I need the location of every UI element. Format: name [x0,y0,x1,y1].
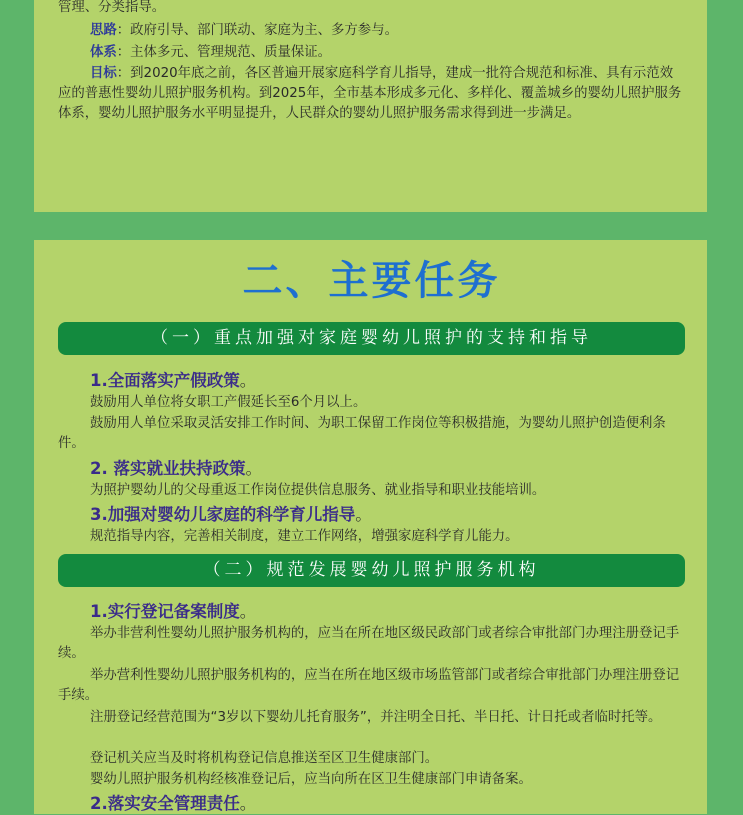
item-heading-registration: 1.实行登记备案制度。 [90,602,257,621]
subsection-band-2: （二）规范发展婴幼儿照护服务机构 [58,554,685,587]
item-paragraph: 注册登记经营范围为“3岁以下婴幼儿托育服务”，并注明全日托、半日托、计日托或者临时托等。 [90,710,662,725]
item-paragraph: 为照护婴幼儿的父母重返工作岗位提供信息服务、就业指导和职业技能培训。 [90,483,546,498]
subsection-band-1: （一）重点加强对家庭婴幼儿照护的支持和指导 [58,322,685,355]
item-paragraph: 婴幼儿照护服务机构经核准登记后，应当向所在区卫生健康部门申请备案。 [90,772,532,787]
goal-label: 目标 [90,66,117,81]
intro-line: 管理、分类指导。 [58,0,166,15]
item-heading-employment: 2. 落实就业扶持政策。 [90,459,262,478]
item-heading-maternity-leave: 1.全面落实产假政策。 [90,371,257,390]
approach-label: 思路 [90,23,117,38]
item-heading-parenting-guidance: 3.加强对婴幼儿家庭的科学育儿指导。 [90,505,372,524]
item-paragraph: 举办非营利性婴幼儿照护服务机构的，应当在所在地区级民政部门或者综合审批部门办理注册登记手续。 [58,626,680,661]
item-paragraph: 鼓励用人单位将女职工产假延长至6个月以上。 [90,395,367,410]
approach-paragraph: 思路：政府引导、部门联动、家庭为主、多方参与。 [90,23,398,38]
goal-paragraph: 目标：到2020年底之前，各区普遍开展家庭科学育儿指导，建成一批符合规范和标准、具有示范效应的普惠性婴幼儿照护服务机构。到2025年，全市基本形成多元化、多样化、覆盖城乡的婴幼儿照护服务体系，婴幼儿照护服务水平明显提升，人民群众的婴幼儿照护服务需求得到进一步满足。 [58,66,682,121]
system-label: 体系 [90,45,117,60]
item-paragraph: 鼓励用人单位采取灵活安排工作时间、为职工保留工作岗位等积极措施，为婴幼儿照护创造便利条件。 [58,416,666,451]
section-title: 二、主要任务 [242,258,501,304]
item-paragraph: 登记机关应当及时将机构登记信息推送至区卫生健康部门。 [90,751,439,766]
item-heading-safety: 2.落实安全管理责任。 [90,794,257,813]
system-paragraph: 体系：主体多元、管理规范、质量保证。 [90,45,332,60]
item-paragraph: 规范指导内容，完善相关制度，建立工作网络，增强家庭科学育儿能力。 [90,529,519,544]
item-paragraph: 举办营利性婴幼儿照护服务机构的，应当在所在地区级市场监管部门或者综合审批部门办理注册登记手续。 [58,668,680,703]
